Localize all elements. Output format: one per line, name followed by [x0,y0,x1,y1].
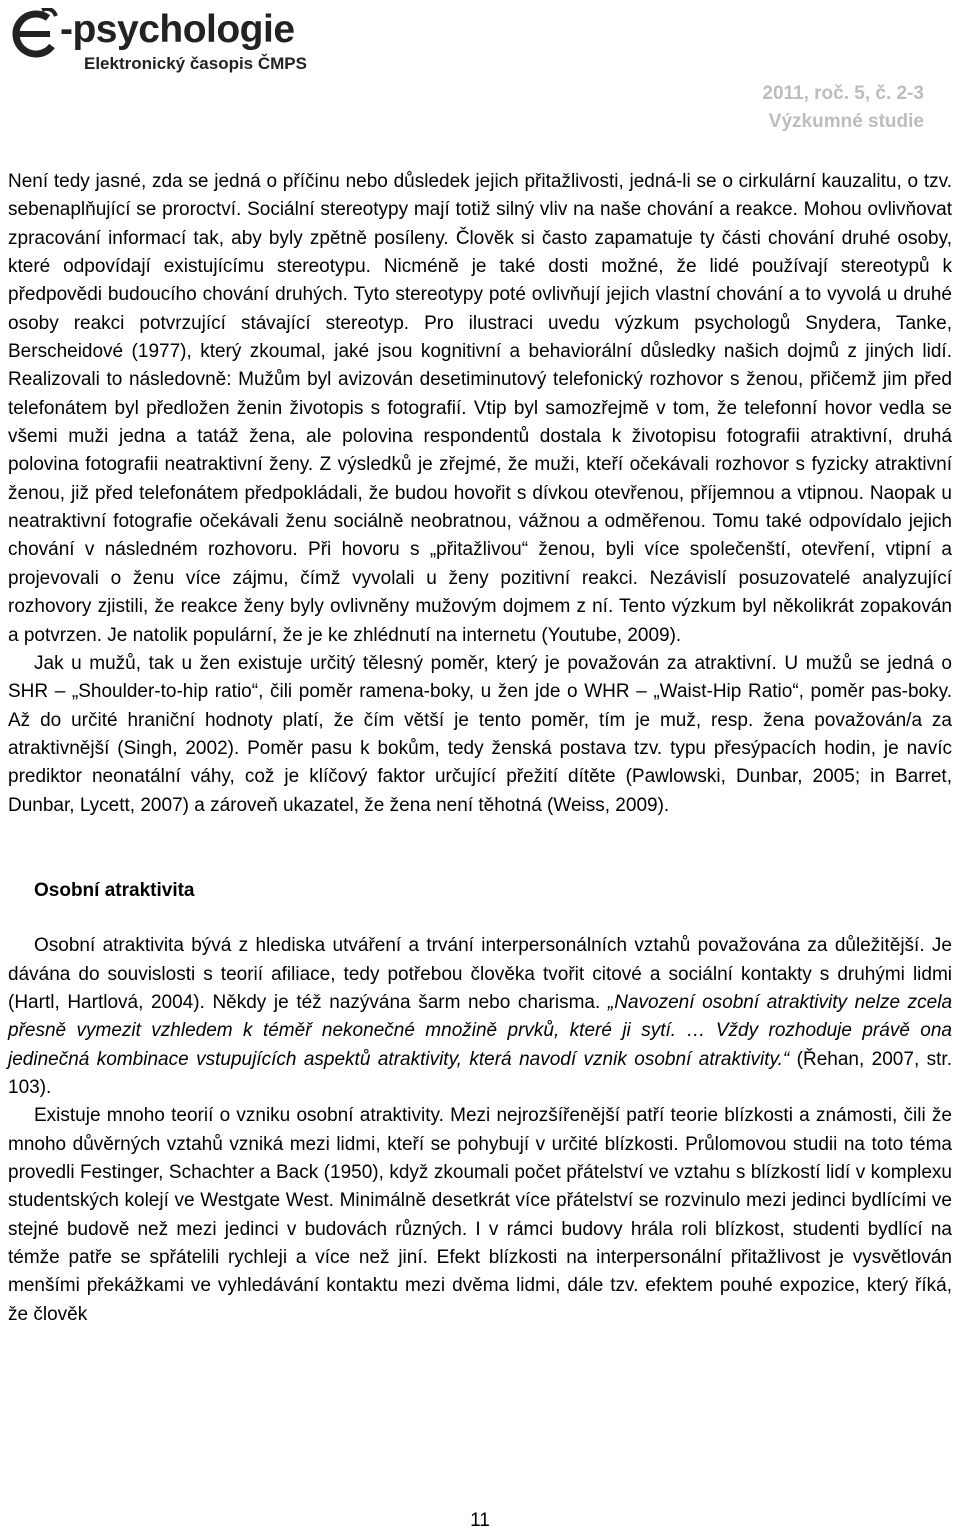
issue-info [762,80,924,136]
journal-logo [8,8,307,73]
paragraph: Jak u mužů, tak u žen existuje určitý tělesný poměr, který je považován za atraktivní. U mužů se jedná o SHR – „Shoulder-to-hip ratio“, čili poměr ramena-boky, u žen jde o WHR – „Waist-Hip Ratio“, poměr pas-boky. Až do určité hraniční hodnoty platí, že čím větší je tento poměr, tím je muž, resp. žena považován/a za atraktivnější (Singh, 2002). Poměr pasu k bokům, tedy ženská postava tzv. typu přesýpacích hodin, je navíc prediktor neonatální váhy, což je klíčový faktor určující přežití dítěte (Pawlowski, Dunbar, 2005; in Barret, Dunbar, Lycett, 2007) a zároveň ukazatel, že žena není těhotná (Weiss, 2009). [8,652,952,816]
paragraph: Existuje mnoho teorií o vzniku osobní atraktivity. Mezi nejrozšířenější patří teorie blízkosti a známosti, čili že mnoho důvěrných vztahů vzniká mezi lidmi, kteří se pohybují v určité blízkosti. Průlomovou studii na toto téma provedli Festinger, Schachter a Back (1950), když zkoumali počet přátelství ve vztahu s blízkostí lidí v komplexu studentských kolejí ve Westgate West. Minimálně desetkrát více přátelství se rozvinulo mezi jedinci bydlícími ve stejné budově než mezi jedinci v budovách různých. I v rámci budovy hrála roli blízkost, studenti bydlící na témže patře se spřátelili rychleji a více než jiní. Efekt blízkosti na interpersonální přitažlivost je vysvětlován menšími překážkami ve vyhledávání kontaktu mezi dvěma lidmi, dále tzv. efektem pouhé expozice, který říká, že člověk [8,1105,952,1325]
article-body [8,168,952,1329]
quotation: „Navození osobní atraktivity nelze zcela přesně vymezit vzhledem k téměř nekonečné množině prvků, které ji sytí. … Vždy rozhoduje právě ona jedinečná kombinace vstupujících aspektů atraktivity, která navodí vznik osobní atraktivity.“ [8,991,953,1070]
issue-number: 2011, roč. 5, č. 2-3 [762,83,924,104]
logo-title: -psychologie [60,8,295,51]
e-logo-icon [8,8,60,64]
paragraph: Není tedy jasné, zda se jedná o příčinu nebo důsledek jejich přitažlivosti, jedná-li se o cirkulární kauzalitu, o tzv. sebenaplňující se proroctví. Sociální stereotypy mají totiž silný vliv na naše chování a reakce. Mohou ovlivňovat zpracování informací tak, aby byly zpětně posíleny. Člověk si často zapamatuje ty části chování druhé osoby, které odpovídají existujícímu stereotypu. Nicméně je také dosti možné, že lidé používají stereotypů k předpovědi budoucího chování druhých. Tyto stereotypy poté ovlivňují jejich vlastní chování a to vyvolá u druhé osoby reakci potvrzující stávající stereotyp. Pro ilustraci uvedu výzkum psychologů Snydera, Tanke, Berscheidové (1977), který zkoumal, jaké jsou kognitivní a behaviorální důsledky našich dojmů z jiných lidí. Realizovali to následovně: Mužům byl avizován desetiminutový telefonický rozhovor s ženou, přičemž jim před telefonátem byl předložen ženin životopis s fotografií. Vtip byl samozřejmě v tom, že telefonní hovor vedla se všemi muži jedna a tatáž žena, ale polovina respondentů dostala k životopisu fotografii atraktivní, druhá polovina fotografii neatraktivní ženy. Z výsledků je zřejmé, že muži, kteří očekávali rozhovor s fyzicky atraktivní ženou, již před telefonátem předpokládali, že budou hovořit s dívkou otevřenou, příjemnou a vtipnou. Naopak u neatraktivní fotografie očekávali ženu sociálně neobratnou, vážnou a odměřenou. Tomu také odpovídalo jejich chování v následném rozhovoru. Při hovoru s „přitažlivou“ ženou, byli více společenští, otevření, vtipní a projevovali o ženu více zájmu, čímž vyvolali u ženy pozitivní reakci. Nezávislí posuzovatelé analyzující rozhovory zjistili, že reakce ženy byly ovlivněny mužovým dojmem z ní. Tento výzkum byl několikrát zopakován a potvrzen. Je natolik populární, že je ke zhlédnutí na internetu (Youtube, 2009). [8,171,952,646]
section-heading: Osobní atraktivita [34,879,195,901]
paragraph-text: Osobní atraktivita bývá z hlediska utváření a trvání interpersonálních vztahů považována za důležitější. Je dávána do souvislosti s teorií afiliace, tedy potřebou člověka tvořit citové a sociální kontakty s druhými lidmi (Hartl, Hartlová, 2004). Někdy je též nazývána šarm nebo charisma. [8,935,952,1013]
page-header [0,0,960,140]
citation: (Řehan, 2007, str. 103). [8,1048,952,1098]
paragraph [8,932,952,1102]
page-number: 11 [470,1510,490,1531]
logo-subtitle: Elektronický časopis ČMPS [84,54,307,73]
section-label: Výzkumné studie [768,111,924,132]
